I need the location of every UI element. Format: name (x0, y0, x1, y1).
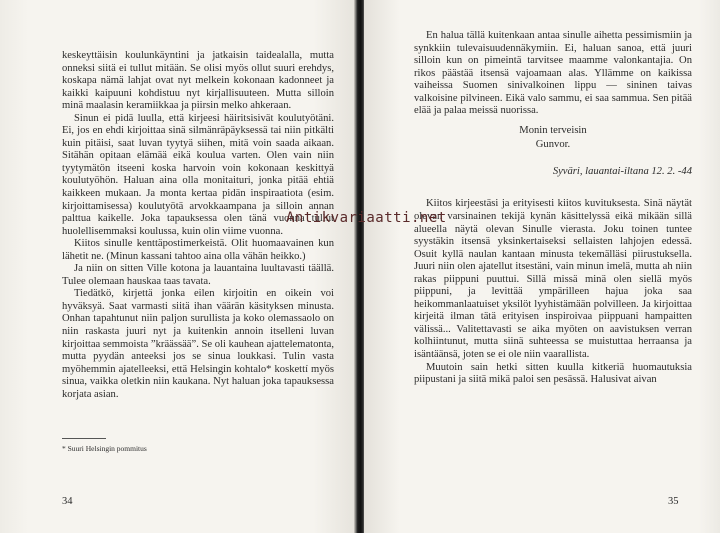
dateline: Syväri, lauantai-iltana 12. 2. -44 (552, 165, 692, 177)
right-page-text (414, 30, 692, 387)
paragraph: Ja niin on sitten Ville kotona ja lauantaina luultavasti täällä. Tulee olemaan hauskaa taas tavata. (62, 263, 334, 287)
footnote: * Suuri Helsingin pommitus (62, 444, 147, 453)
watermark: Antikvariaatti.net (286, 210, 447, 226)
right-page (364, 0, 720, 533)
paragraph: Kiitos sinulle kenttäpostimerkeistä. Olit huomaavainen kun lähetit ne. (Minun kassani tahtoo aina olla vähän heikko.) (62, 238, 334, 262)
paragraph: Muutoin sain hetki sitten kuulla kitkeriä huomautuksia piipustani ja siitä mikä paloi sen pesässä. Halusivat aivan (414, 361, 692, 386)
footnote-rule (62, 438, 106, 439)
left-page (0, 0, 356, 533)
paragraph: keskeyttäisin koulunkäyntini ja jatkaisin taidealalla, mutta onneksi siitä ei tullut mitään. Se olisi myös ollut suuri erehdys, koskapa nämä lahjat ovat nyt melkein kokonaan kadonneet ja kaikki kaipuuni kohdistuu nyt kirjallisuuteen. Mutta silloin minä maalasin keramiikkaa ja piirsin melko ahkeraan. (62, 50, 334, 112)
paragraph: Tiedätkö, kirjettä jonka eilen kirjoitin en oikein voi hyväksyä. Saat varmasti siitä ihan väärän käsityksen minusta. Onhan tapahtunut niin paljon surullista ja koko olemassaolo on niin raskasta juuri nyt ja kuitenkin annoin itselleni luvan kirjoittaa semmoista ”kräässää”. Se oli kauhean ajattelematonta, mutta pyydän anteeksi jos se sinua loukkasi. Tulin vasta myöhemmin ajatelleeksi, että Helsingin kohtalo* koskettí myös sinua, vaikka oletkin niin kaukana. Nyt haluan joka tapauksessa korjata asian. (62, 288, 334, 400)
page-number-right: 35 (668, 496, 679, 507)
paragraph: Kiitos kirjeestäsi ja erityisesti kiitos kuvituksesta. Sinä näytät olevan varsinainen tekijä kynän käsittelyssä eikä mikään sillä alueella näytä olevan Sinulle vierasta. Joku toinen tuntee syystäkin itsensä yksinkertaiseksi sellaisten lahjojen edessä. Osuit kyllä naulan kantaan minusta tekemälläsi piirustuksella. Juuri niin olen ajatellut itsestäni, vain minun imelä, mutta ah niin rakas piippuni puuttui. Sillä missä minä olen siellä myös piippuni, ja levittää ympärilleen hajua joka saa heikommanlaatuiset yksilöt lyyhistämään polvilleen. Ja kirjoittaa kirjeitä ilman tätä erityisen inspiroivaa piippuani hampaitten välissä... Valitettavasti se aika myöten on aavistuksen verran kolhiintunut, mutta siinä suhteessa se muistuttaa herraansa ja isäntäänsä, joten se ei ole niin vaarallista. (414, 198, 692, 361)
paragraph: Sinun ei pidä luulla, että kirjeesi häiritsisivät koulutyötäni. Ei, jos en ehdi kirjoittaa sinä silmänräpäyksessä tai niin pitkälti kuin pitäisi, saat luvan tyytyä siihen, mitä voin saada aikaan. Sitähän opitaan elämää eikä koulua varten. Olen vain niin tyytymätön itseeni koska harvoin voin kokonaan keskittyä koulutyöhön. Haluan aina olla monitaituri, jonka pitää ehtiä kaikkeen mukaan. Ja monta kertaa pidän inspiraatiota (esim. kirjoittamisessa) koulutyötä arvokkaampana ja silloin annan palttua kaikelle. Joka tapauksessa olen tänä vuonna tullut huolellisemmaksi koulussa, kuin olin viime vuonna. (62, 112, 334, 237)
paragraph: En halua tällä kuitenkaan antaa sinulle aihetta pessimismiin ja synkkiin tulevaisuudennäkymiin. Ei, haluan sanoa, että juuri silloin kun on pimeintä tarvitsee maamme valonkantajia. On rikos päästää itsensä vajoamaan alas. Yllämme on kaikissa vaiheissa Suomen sinivalkoinen lippu — sininen taivas valkoisine pilvineen. Eikä valo sammu, ei saa sammua. Sen pitää elää ja palaa meissä nuorissa. (414, 30, 692, 117)
closing: Monin terveisin (519, 124, 587, 136)
signature: Gunvor. (535, 139, 571, 151)
page-number-left: 34 (62, 496, 73, 507)
